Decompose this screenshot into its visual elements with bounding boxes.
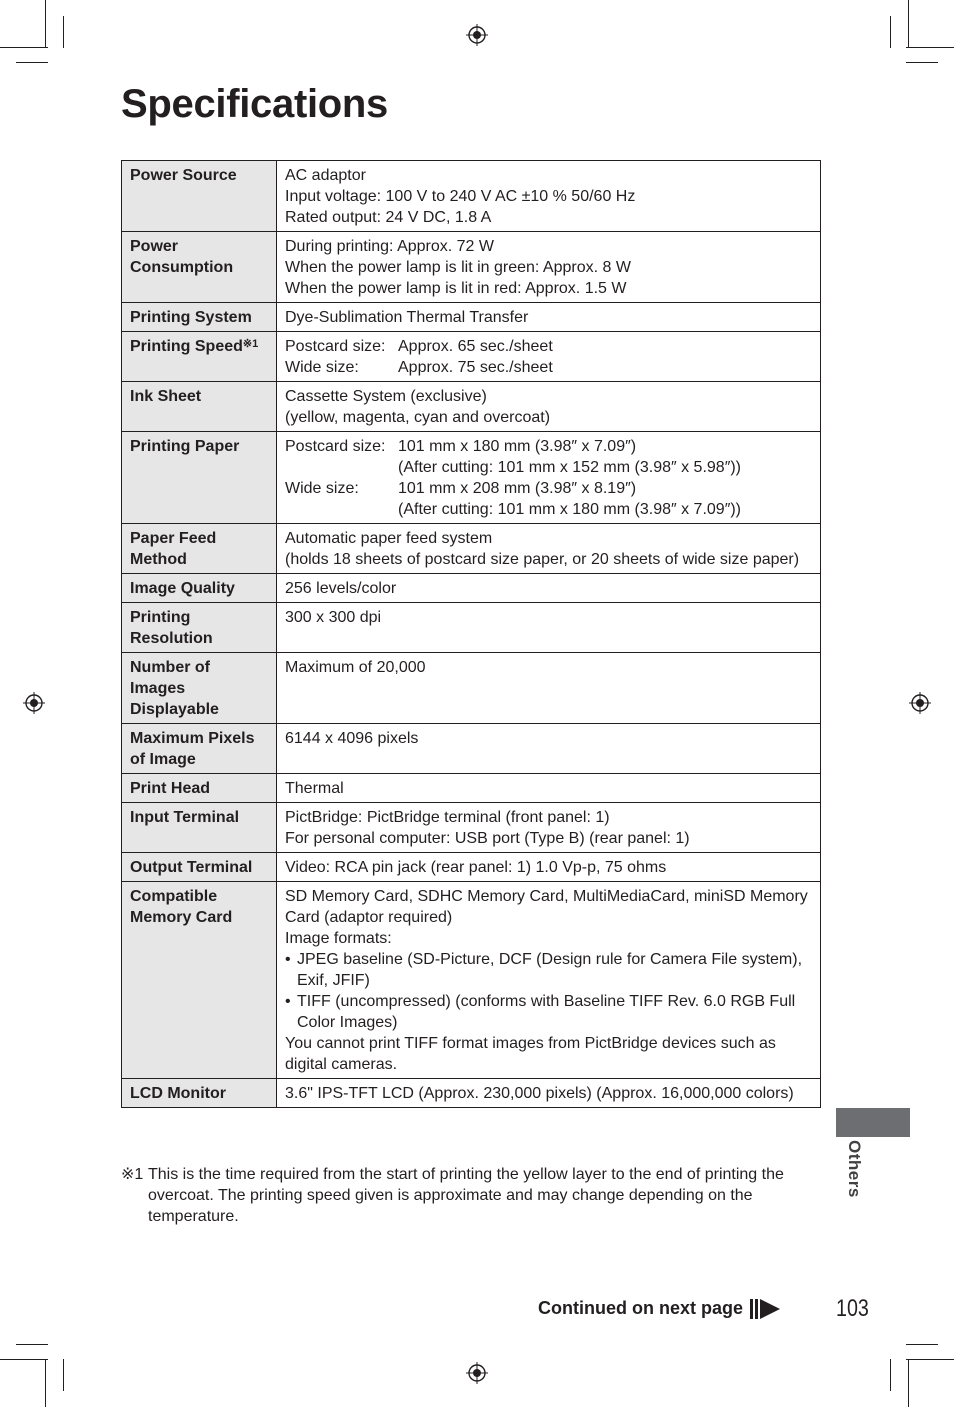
spec-line: 3.6" IPS-TFT LCD (Approx. 230,000 pixels) (Approx. 16,000,000 colors)	[285, 1085, 794, 1102]
spec-value	[277, 382, 821, 432]
crop-mark	[45, 0, 46, 48]
spec-value	[277, 603, 821, 653]
speed-value: Approx. 75 sec./sheet	[398, 359, 553, 376]
crop-mark	[16, 62, 48, 63]
spec-value	[277, 803, 821, 853]
crop-mark	[16, 1344, 48, 1345]
table-row	[122, 232, 821, 303]
image-formats-label: Image formats:	[285, 930, 392, 947]
paper-size: 101 mm x 208 mm (3.98″ x 8.19″)	[398, 480, 637, 497]
spec-label: Print Head	[122, 774, 277, 803]
spec-line: 256 levels/color	[285, 580, 397, 597]
bullet-icon: •	[285, 993, 291, 1010]
table-row	[122, 432, 821, 524]
speed-row	[285, 357, 812, 378]
footnote-ref: ※1	[242, 338, 259, 350]
spec-label: Compatible Memory Card	[122, 882, 277, 1079]
registration-mark-icon	[909, 692, 931, 714]
table-row	[122, 303, 821, 332]
spec-line: Automatic paper feed system	[285, 530, 493, 547]
spec-label: Printing Paper	[122, 432, 277, 524]
table-row	[122, 332, 821, 382]
spec-value	[277, 1079, 821, 1108]
table-row	[122, 382, 821, 432]
spec-label-text: Printing Speed	[130, 338, 243, 355]
card-note: You cannot print TIFF format images from PictBridge devices such as digital cameras.	[285, 1035, 776, 1073]
table-row	[122, 603, 821, 653]
spec-label: Input Terminal	[122, 803, 277, 853]
section-tab-label: Others	[845, 1140, 864, 1198]
paper-after-cutting: (After cutting: 101 mm x 152 mm (3.98″ x 5.98″))	[398, 459, 742, 476]
section-tab	[836, 1108, 910, 1137]
table-row	[122, 853, 821, 882]
crop-mark	[906, 1344, 938, 1345]
spec-line: For personal computer: USB port (Type B) (rear panel: 1)	[285, 830, 690, 847]
speed-key: Postcard size:	[285, 338, 386, 355]
crop-mark	[890, 1359, 891, 1391]
spec-line: (holds 18 sheets of postcard size paper, or 20 sheets of wide size paper)	[285, 551, 800, 568]
spec-value	[277, 524, 821, 574]
speed-row	[285, 336, 812, 357]
card-intro: SD Memory Card, SDHC Memory Card, MultiMediaCard, miniSD Memory Card (adaptor required)	[285, 888, 808, 926]
bullet-icon: •	[285, 951, 291, 968]
table-row	[122, 524, 821, 574]
table-row	[122, 774, 821, 803]
footnote	[121, 1164, 821, 1227]
spec-label: Printing System	[122, 303, 277, 332]
table-row	[122, 803, 821, 853]
spec-value	[277, 724, 821, 774]
spec-line: During printing: Approx. 72 W	[285, 238, 494, 255]
spec-line: 6144 x 4096 pixels	[285, 730, 419, 747]
continue-arrow-icon	[750, 1299, 780, 1319]
spec-value	[277, 882, 821, 1079]
spec-line: Dye-Sublimation Thermal Transfer	[285, 309, 529, 326]
crop-mark	[908, 0, 909, 48]
registration-mark-icon	[466, 24, 488, 46]
crop-mark	[45, 1359, 46, 1407]
spec-label: LCD Monitor	[122, 1079, 277, 1108]
spec-line: When the power lamp is lit in green: Approx. 8 W	[285, 259, 631, 276]
spec-label: Ink Sheet	[122, 382, 277, 432]
paper-after-cutting: (After cutting: 101 mm x 180 mm (3.98″ x 7.09″))	[398, 501, 742, 518]
spec-line: Thermal	[285, 780, 344, 797]
spec-value	[277, 232, 821, 303]
paper-size: 101 mm x 180 mm (3.98″ x 7.09″)	[398, 438, 637, 455]
paper-row	[285, 436, 812, 478]
spec-label: Paper Feed Method	[122, 524, 277, 574]
speed-value: Approx. 65 sec./sheet	[398, 338, 553, 355]
crop-mark	[0, 47, 48, 48]
spec-line: Video: RCA pin jack (rear panel: 1) 1.0 Vp-p, 75 ohms	[285, 859, 667, 876]
table-row	[122, 724, 821, 774]
spec-line: Input voltage: 100 V to 240 V AC ±10 % 50/60 Hz	[285, 188, 636, 205]
crop-mark	[906, 1359, 954, 1360]
page-number: 103	[836, 1295, 869, 1322]
table-row	[122, 882, 821, 1079]
crop-mark	[906, 62, 938, 63]
spec-value	[277, 332, 821, 382]
spec-line: AC adaptor	[285, 167, 366, 184]
spec-value	[277, 774, 821, 803]
spec-label: Output Terminal	[122, 853, 277, 882]
spec-value	[277, 303, 821, 332]
specifications-table	[121, 160, 821, 1108]
spec-label: Power Consumption	[122, 232, 277, 303]
spec-line: (yellow, magenta, cyan and overcoat)	[285, 409, 551, 426]
spec-value	[277, 161, 821, 232]
spec-label: Power Source	[122, 161, 277, 232]
registration-mark-icon	[466, 1362, 488, 1384]
crop-mark	[0, 1359, 48, 1360]
spec-line: Rated output: 24 V DC, 1.8 A	[285, 209, 492, 226]
spec-label: Number of Images Displayable	[122, 653, 277, 724]
spec-line: Cassette System (exclusive)	[285, 388, 487, 405]
spec-label	[122, 332, 277, 382]
format-bullet	[285, 949, 812, 991]
crop-mark	[63, 16, 64, 48]
speed-key: Wide size:	[285, 359, 359, 376]
format-text: JPEG baseline (SD-Picture, DCF (Design rule for Camera File system), Exif, JFIF)	[297, 951, 803, 989]
paper-key: Wide size:	[285, 480, 359, 497]
spec-label: Image Quality	[122, 574, 277, 603]
paper-row	[285, 478, 812, 520]
continued-text: Continued on next page	[538, 1298, 743, 1318]
crop-mark	[63, 1359, 64, 1391]
footnote-text: This is the time required from the start of printing the yellow layer to the end of printing the overcoat. The printing speed given is approximate and may change depending on the temperature.	[148, 1166, 784, 1225]
spec-value	[277, 574, 821, 603]
spec-value	[277, 432, 821, 524]
spec-label: Printing Resolution	[122, 603, 277, 653]
table-row	[122, 161, 821, 232]
table-row	[122, 653, 821, 724]
table-row	[122, 1079, 821, 1108]
paper-value	[398, 436, 812, 478]
crop-mark	[908, 1359, 909, 1407]
spec-line: When the power lamp is lit in red: Approx. 1.5 W	[285, 280, 627, 297]
paper-key: Postcard size:	[285, 438, 386, 455]
crop-mark	[906, 47, 954, 48]
spec-value	[277, 653, 821, 724]
format-bullet	[285, 991, 812, 1033]
page-title: Specifications	[121, 82, 388, 126]
spec-label: Maximum Pixels of Image	[122, 724, 277, 774]
format-text: TIFF (uncompressed) (conforms with Baseline TIFF Rev. 6.0 RGB Full Color Images)	[297, 993, 796, 1031]
paper-value	[398, 478, 812, 520]
spec-line: Maximum of 20,000	[285, 659, 426, 676]
footnote-mark: ※1	[121, 1166, 144, 1183]
continued-notice	[538, 1298, 780, 1319]
crop-mark	[890, 16, 891, 48]
table-row	[122, 574, 821, 603]
spec-value	[277, 853, 821, 882]
spec-line: PictBridge: PictBridge terminal (front panel: 1)	[285, 809, 610, 826]
registration-mark-icon	[23, 692, 45, 714]
spec-line: 300 x 300 dpi	[285, 609, 382, 626]
